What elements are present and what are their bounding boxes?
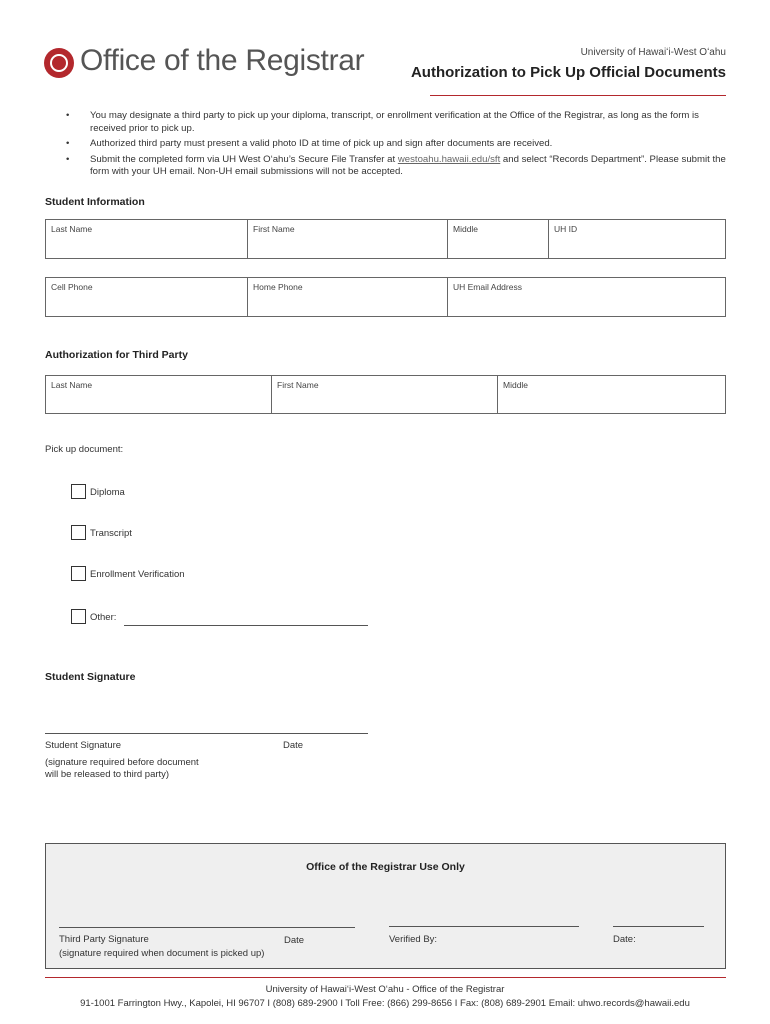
instruction-item xyxy=(66,154,730,179)
transcript-checkbox[interactable] xyxy=(71,525,86,540)
field-label: Middle xyxy=(453,224,479,234)
third-party-last-name-field[interactable] xyxy=(46,376,271,413)
other-checkbox[interactable] xyxy=(71,609,86,624)
third-party-heading: Authorization for Third Party xyxy=(45,349,188,361)
pickup-label: Pick up document: xyxy=(45,444,124,455)
home-phone-field[interactable] xyxy=(247,278,447,316)
signature-note-line1: (signature required before document xyxy=(45,757,199,768)
instructions-list xyxy=(66,110,730,182)
third-party-signature-label: Third Party Signature xyxy=(59,934,149,945)
student-uh-id-field[interactable] xyxy=(548,220,725,258)
office-title: Office of the Registrar xyxy=(80,44,365,77)
third-party-date-label: Date xyxy=(284,935,305,946)
field-label: Middle xyxy=(503,380,529,390)
diploma-label: Diploma xyxy=(90,487,125,498)
verified-by-line[interactable] xyxy=(389,926,579,927)
instruction-text: Submit the completed form via UH West Oʻahu’s Secure File Transfer at xyxy=(90,153,398,165)
field-label: First Name xyxy=(277,380,319,390)
other-label: Other: xyxy=(90,612,117,623)
field-label: UH ID xyxy=(554,224,578,234)
footer-contact: 91-1001 Farrington Hwy., Kapolei, HI 96707 I (808) 689-2900 I Toll Free: (866) 299-8656 I Fax: (808) 689-2901 Email: uhwo.records@hawaii.edu xyxy=(80,998,690,1009)
uh-email-field[interactable] xyxy=(447,278,725,316)
third-party-name-row xyxy=(45,375,726,414)
header-divider xyxy=(430,95,726,96)
transcript-label: Transcript xyxy=(90,528,132,539)
pickup-signature-note: (signature required when document is picked up) xyxy=(59,948,265,959)
other-input-line[interactable] xyxy=(124,625,368,626)
student-signature-heading: Student Signature xyxy=(45,671,136,683)
signature-note-line2: will be released to third party) xyxy=(45,769,170,780)
student-name-row xyxy=(45,219,726,259)
student-middle-field[interactable] xyxy=(447,220,548,258)
student-info-heading: Student Information xyxy=(45,196,145,208)
enrollment-verification-checkbox[interactable] xyxy=(71,566,86,581)
enrollment-verification-label: Enrollment Verification xyxy=(90,569,185,580)
third-party-middle-field[interactable] xyxy=(497,376,725,413)
field-label: Last Name xyxy=(51,380,93,390)
footer-divider xyxy=(45,977,726,978)
third-party-first-name-field[interactable] xyxy=(271,376,497,413)
office-use-box xyxy=(45,843,726,969)
instruction-item xyxy=(66,138,730,151)
student-last-name-field[interactable] xyxy=(46,220,247,258)
instruction-text: Authorized third party must present a valid photo ID at time of pick up and sign after documents are received. xyxy=(90,138,553,149)
verified-by-label: Verified By: xyxy=(389,934,438,945)
office-use-title: Office of the Registrar Use Only xyxy=(306,861,465,873)
cell-phone-field[interactable] xyxy=(46,278,247,316)
sft-link[interactable]: westoahu.hawaii.edu/sft xyxy=(397,153,501,165)
student-contact-row xyxy=(45,277,726,317)
student-signature-date-label: Date xyxy=(283,740,304,751)
diploma-checkbox[interactable] xyxy=(71,484,86,499)
field-label: Last Name xyxy=(51,224,93,234)
instruction-item xyxy=(66,110,730,135)
seal-emblem-icon xyxy=(50,54,68,72)
student-first-name-field[interactable] xyxy=(247,220,447,258)
field-label: First Name xyxy=(253,224,295,234)
office-date-label: Date: xyxy=(613,934,636,945)
third-party-signature-line[interactable] xyxy=(59,927,355,928)
field-label: Home Phone xyxy=(253,282,303,292)
university-name: University of Hawaiʻi-West Oʻahu xyxy=(580,47,726,58)
student-signature-line[interactable] xyxy=(45,733,368,734)
student-signature-label: Student Signature xyxy=(45,740,122,751)
instruction-text: You may designate a third party to pick up your diploma, transcript, or enrollment verification at the Office of the Registrar, as long as the form is received prior to pick up. xyxy=(90,110,699,134)
field-label: UH Email Address xyxy=(453,282,522,292)
field-label: Cell Phone xyxy=(51,282,93,292)
office-date-line[interactable] xyxy=(613,926,704,927)
instruction-text: and select “Records Department”. Please submit the form with your UH email. Non-UH email submissions will not be accepted. xyxy=(90,153,726,177)
form-title: Authorization to Pick Up Official Documents xyxy=(410,64,726,81)
footer-office: University of Hawaiʻi-West Oʻahu - Office of the Registrar xyxy=(265,984,505,995)
